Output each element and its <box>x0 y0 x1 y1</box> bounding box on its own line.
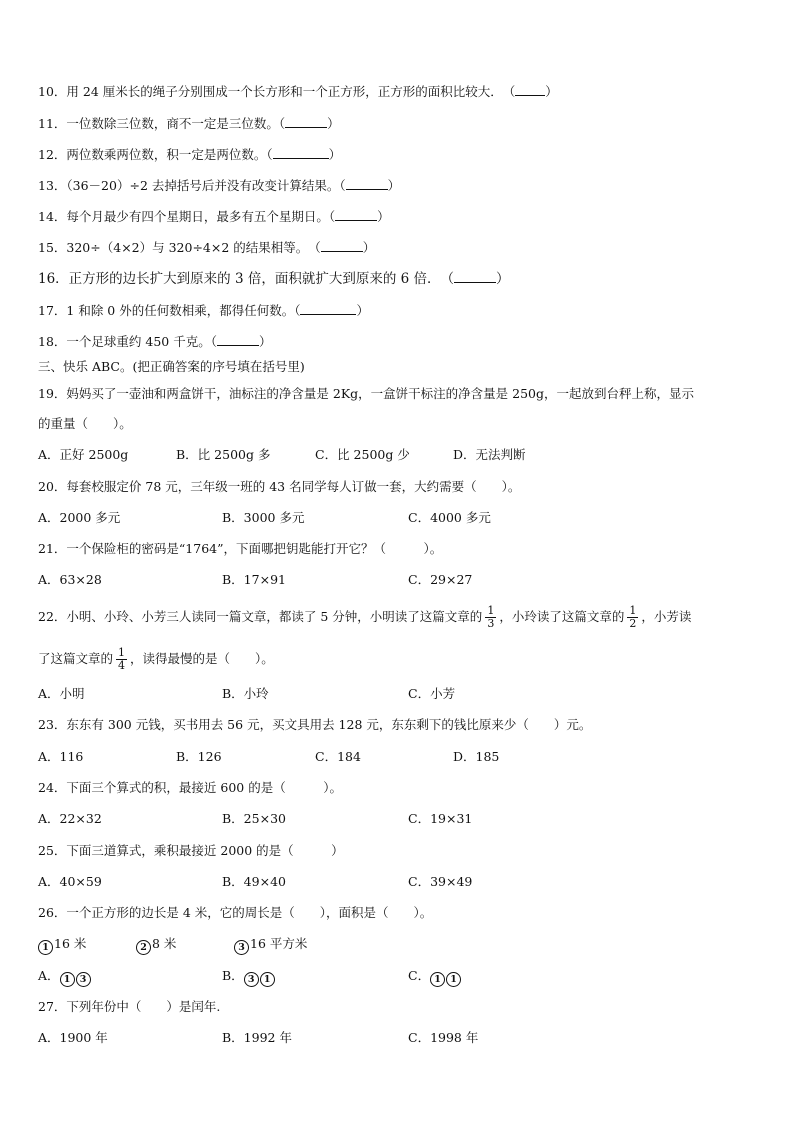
option-a[interactable]: A．116 <box>38 749 84 764</box>
question-13: 13．（36－20）÷2 去掉括号后并没有改变计算结果。（ ） <box>38 178 401 193</box>
circled-number: 1 <box>430 972 445 987</box>
choice-1: 1 16 米 <box>38 936 86 955</box>
question-26: 26．一个正方形的边长是 4 米，它的周长是（ ），面积是（ ）。 <box>38 905 433 920</box>
circled-number: 2 <box>136 940 151 955</box>
circled-number: 1 <box>446 972 461 987</box>
fraction-one-quarter: $\frac{1}{4}$ <box>118 646 126 672</box>
answer-blank[interactable] <box>346 177 388 190</box>
option-a[interactable]: A．63×28 <box>38 572 102 587</box>
fraction-one-half: $\frac{1}{2}$ <box>629 604 637 630</box>
option-d[interactable]: D．185 <box>453 749 500 764</box>
option-b[interactable]: B．比 2500g 多 <box>176 447 271 462</box>
question-22-line1: 22．小明、小玲、小芳三人读同一篇文章，都读了 5 分钟，小明读了这篇文章的 $\frac{1}{3}$ ，小玲读了这篇文章的 $\frac{1}{2}$ ，小芳读 <box>38 604 692 630</box>
option-a[interactable]: A．正好 2500g <box>38 447 129 462</box>
option-c[interactable]: C．比 2500g 少 <box>315 447 410 462</box>
question-23: 23．东东有 300 元钱，买书用去 56 元，买文具用去 128 元，东东剩下的钱比原来少（ ）元。 <box>38 717 592 732</box>
answer-blank[interactable] <box>300 302 356 315</box>
option-c[interactable]: C．29×27 <box>408 572 473 587</box>
answer-blank[interactable] <box>217 333 259 346</box>
answer-blank[interactable] <box>515 83 545 96</box>
option-a[interactable]: A．2000 多元 <box>38 510 121 525</box>
answer-blank[interactable] <box>273 146 329 159</box>
question-18: 18．一个足球重约 450 千克。（ ） <box>38 334 272 349</box>
option-c[interactable]: C．39×49 <box>408 874 473 889</box>
choice-2: 2 8 米 <box>136 936 176 955</box>
option-b[interactable]: B．126 <box>176 749 222 764</box>
option-b[interactable]: B．3000 多元 <box>222 510 305 525</box>
circled-number: 3 <box>234 940 249 955</box>
option-a[interactable]: A．22×32 <box>38 811 102 826</box>
answer-blank[interactable] <box>454 270 496 283</box>
option-c[interactable]: C．19×31 <box>408 811 473 826</box>
question-20: 20．每套校服定价 78 元，三年级一班的 43 名同学每人订做一套，大约需要（ ）。 <box>38 479 521 494</box>
option-b[interactable]: B．小玲 <box>222 686 269 701</box>
question-19-line2: 的重量（ ）。 <box>38 416 132 431</box>
question-25: 25．下面三道算式，乘积最接近 2000 的是（ ） <box>38 843 344 858</box>
question-24: 24．下面三个算式的积，最接近 600 的是（ ）。 <box>38 780 342 795</box>
option-c[interactable]: C．4000 多元 <box>408 510 491 525</box>
question-17: 17．1 和除 0 外的任何数相乘，都得任何数。（ ） <box>38 303 369 318</box>
option-a[interactable]: A．1900 年 <box>38 1030 108 1045</box>
option-c[interactable]: C．184 <box>315 749 361 764</box>
question-27: 27．下列年份中（ ）是闰年. <box>38 999 221 1014</box>
option-b[interactable]: B．49×40 <box>222 874 286 889</box>
option-c[interactable]: C．1998 年 <box>408 1030 479 1045</box>
question-15: 15．320÷（4×2）与 320÷4×2 的结果相等。 （ ） <box>38 240 376 255</box>
question-14: 14．每个月最少有四个星期日，最多有五个星期日。（ ） <box>38 209 390 224</box>
choice-3: 3 16 平方米 <box>234 936 307 955</box>
option-b[interactable]: B．1992 年 <box>222 1030 292 1045</box>
answer-blank[interactable] <box>335 208 377 221</box>
option-c[interactable]: C． 1 1 <box>408 968 462 987</box>
question-10: 10．用 24 厘米长的绳子分别围成一个长方形和一个正方形，正方形的面积比较大． （ ） <box>38 84 558 99</box>
circled-number: 3 <box>76 972 91 987</box>
fraction-one-third: $\frac{1}{3}$ <box>487 604 495 630</box>
question-22-line2: 了这篇文章的 $\frac{1}{4}$ ，读得最慢的是（ ）。 <box>38 646 274 672</box>
option-a[interactable]: A．40×59 <box>38 874 102 889</box>
circled-number: 1 <box>38 940 53 955</box>
circled-number: 1 <box>60 972 75 987</box>
circled-number: 1 <box>260 972 275 987</box>
option-b[interactable]: B． 3 1 <box>222 968 276 987</box>
question-16: 16．正方形的边长扩大到原来的 3 倍，面积就扩大到原来的 6 倍． （ ） <box>38 271 510 287</box>
answer-blank[interactable] <box>285 115 327 128</box>
circled-number: 3 <box>244 972 259 987</box>
option-c[interactable]: C．小芳 <box>408 686 456 701</box>
question-21: 21．一个保险柜的密码是“1764”，下面哪把钥匙能打开它？（ ）。 <box>38 541 443 556</box>
option-a[interactable]: A．小明 <box>38 686 85 701</box>
question-12: 12．两位数乘两位数，积一定是两位数。（ ） <box>38 147 342 162</box>
option-a[interactable]: A． 1 3 <box>38 968 92 987</box>
question-19-line1: 19．妈妈买了一壶油和两盒饼干，油标注的净含量是 2Kg，一盒饼干标注的净含量是 250g，一起放到台秤上称，显示 <box>38 386 695 401</box>
option-b[interactable]: B．17×91 <box>222 572 286 587</box>
answer-blank[interactable] <box>321 239 363 252</box>
section-title: 三、快乐 ABC。(把正确答案的序号填在括号里) <box>38 359 305 374</box>
option-d[interactable]: D．无法判断 <box>453 447 526 462</box>
question-11: 11．一位数除三位数，商不一定是三位数。（ ） <box>38 116 340 131</box>
option-b[interactable]: B．25×30 <box>222 811 286 826</box>
